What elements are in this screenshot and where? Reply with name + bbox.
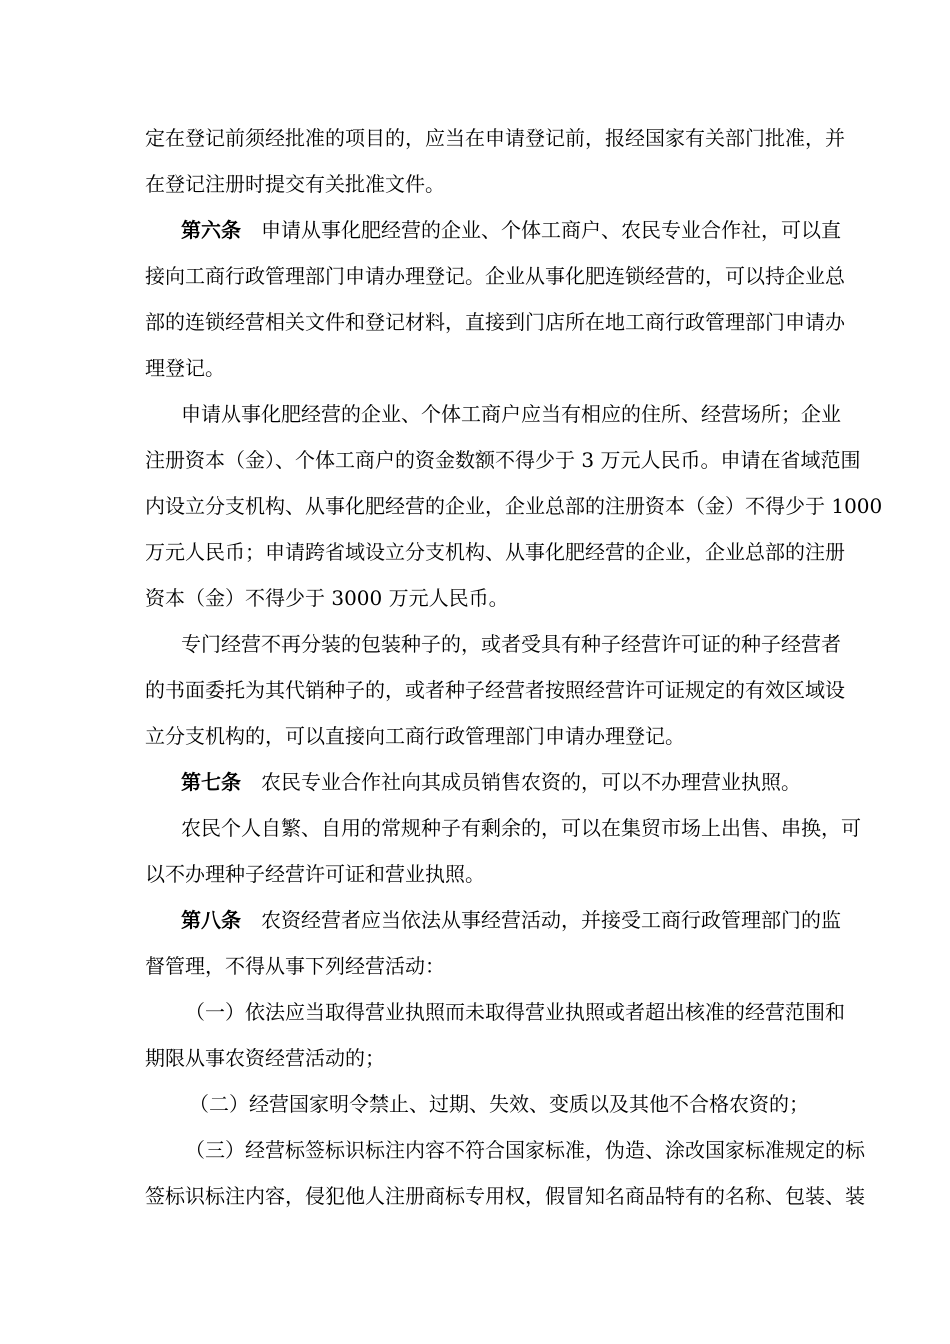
paragraph-line: 接向工商行政管理部门申请办理登记。企业从事化肥连锁经营的，可以持企业总 xyxy=(145,264,845,288)
paragraph-line-text: 农民专业合作社向其成员销售农资的，可以不办理营业执照。 xyxy=(261,770,801,794)
article-8-first-line xyxy=(145,908,841,932)
paragraph-line: 督管理，不得从事下列经营活动： xyxy=(145,954,445,978)
list-item-line: （一）依法应当取得营业执照而未取得营业执照或者超出核准的经营范围和 xyxy=(185,1000,845,1024)
paragraph-line: 以不办理种子经营许可证和营业执照。 xyxy=(145,862,485,886)
paragraph-line: 申请从事化肥经营的企业、个体工商户应当有相应的住所、经营场所；企业 xyxy=(181,402,841,426)
paragraph-line: 部的连锁经营相关文件和登记材料，直接到门店所在地工商行政管理部门申请办 xyxy=(145,310,845,334)
list-item-line: （三）经营标签标识标注内容不符合国家标准，伪造、涂改国家标准规定的标 xyxy=(185,1138,865,1162)
paragraph-line-text: 农资经营者应当依法从事经营活动，并接受工商行政管理部门的监 xyxy=(261,908,841,932)
article-6-first-line xyxy=(145,218,841,242)
paragraph-line: 立分支机构的，可以直接向工商行政管理部门申请办理登记。 xyxy=(145,724,685,748)
paragraph-line: 万元人民币；申请跨省域设立分支机构、从事化肥经营的企业，企业总部的注册 xyxy=(145,540,845,564)
paragraph-line-text: 申请从事化肥经营的企业、个体工商户、农民专业合作社，可以直 xyxy=(261,218,841,242)
paragraph-line: 内设立分支机构、从事化肥经营的企业，企业总部的注册资本（金）不得少于 1000 xyxy=(145,494,883,518)
list-item-line: 签标识标注内容，侵犯他人注册商标专用权，假冒知名商品特有的名称、包装、装 xyxy=(145,1184,865,1208)
list-item-line: 期限从事农资经营活动的； xyxy=(145,1046,385,1070)
paragraph-line: 注册资本（金）、个体工商户的资金数额不得少于 3 万元人民币。申请在省域范围 xyxy=(145,448,861,472)
article-6-heading: 第六条 xyxy=(181,218,241,242)
paragraph-line: 农民个人自繁、自用的常规种子有剩余的，可以在集贸市场上出售、串换，可 xyxy=(181,816,861,840)
article-7-heading: 第七条 xyxy=(181,770,241,794)
article-7-line xyxy=(145,770,805,794)
paragraph-line: 专门经营不再分装的包装种子的，或者受具有种子经营许可证的种子经营者 xyxy=(181,632,841,656)
paragraph-line: 资本（金）不得少于 3000 万元人民币。 xyxy=(145,586,509,610)
paragraph-line: 理登记。 xyxy=(145,356,225,380)
paragraph-line: 在登记注册时提交有关批准文件。 xyxy=(145,172,445,196)
article-8-heading: 第八条 xyxy=(181,908,241,932)
paragraph-line: 定在登记前须经批准的项目的，应当在申请登记前，报经国家有关部门批准，并 xyxy=(145,126,845,150)
paragraph-line: 的书面委托为其代销种子的，或者种子经营者按照经营许可证规定的有效区域设 xyxy=(145,678,845,702)
list-item-line: （二）经营国家明令禁止、过期、失效、变质以及其他不合格农资的； xyxy=(189,1092,809,1116)
